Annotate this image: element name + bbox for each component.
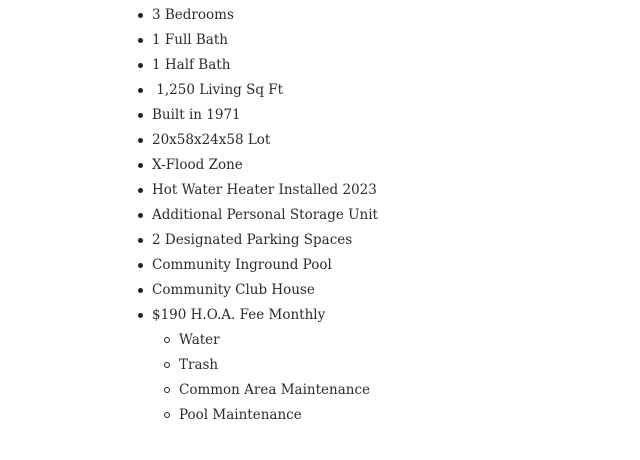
feature-label: Built in 1971 bbox=[152, 107, 241, 123]
feature-item-club-house bbox=[0, 278, 378, 303]
hoa-include-label: Trash bbox=[179, 357, 219, 373]
feature-item-hoa-fee bbox=[0, 303, 378, 328]
bullet-icon bbox=[138, 138, 143, 143]
bullet-icon bbox=[138, 188, 143, 193]
hoa-include-item-trash bbox=[0, 353, 378, 378]
bullet-icon bbox=[138, 113, 143, 118]
hollow-bullet-icon bbox=[164, 337, 170, 343]
feature-item-parking bbox=[0, 228, 378, 253]
feature-item-half-bath bbox=[0, 53, 378, 78]
feature-label: 2 Designated Parking Spaces bbox=[152, 232, 353, 248]
feature-label: Additional Personal Storage Unit bbox=[152, 207, 378, 223]
feature-label: 20x58x24x58 Lot bbox=[152, 132, 271, 148]
bullet-icon bbox=[138, 263, 143, 268]
feature-item-full-bath bbox=[0, 28, 378, 53]
hoa-include-label: Pool Maintenance bbox=[179, 407, 302, 423]
bullet-icon bbox=[138, 88, 143, 93]
feature-label: Community Club House bbox=[152, 282, 315, 298]
bullet-icon bbox=[138, 63, 143, 68]
hoa-include-item-common-area bbox=[0, 378, 378, 403]
bullet-icon bbox=[138, 313, 143, 318]
bullet-icon bbox=[138, 213, 143, 218]
feature-label: 1 Half Bath bbox=[152, 57, 231, 73]
property-features-list bbox=[0, 3, 378, 428]
bullet-icon bbox=[138, 238, 143, 243]
bullet-icon bbox=[138, 288, 143, 293]
feature-label: 3 Bedrooms bbox=[152, 7, 234, 23]
hollow-bullet-icon bbox=[164, 412, 170, 418]
feature-item-living-sq-ft bbox=[0, 78, 378, 103]
feature-label: Hot Water Heater Installed 2023 bbox=[152, 182, 377, 198]
feature-item-pool bbox=[0, 253, 378, 278]
bullet-icon bbox=[138, 13, 143, 18]
hoa-include-item-pool-maintenance bbox=[0, 403, 378, 428]
feature-item-year-built bbox=[0, 103, 378, 128]
hoa-include-label: Water bbox=[179, 332, 220, 348]
feature-label: 1,250 Living Sq Ft bbox=[152, 82, 284, 98]
hoa-include-label: Common Area Maintenance bbox=[179, 382, 370, 398]
feature-item-lot-size bbox=[0, 128, 378, 153]
bullet-icon bbox=[138, 38, 143, 43]
feature-item-storage-unit bbox=[0, 203, 378, 228]
feature-label: 1 Full Bath bbox=[152, 32, 228, 48]
feature-label: X-Flood Zone bbox=[152, 157, 243, 173]
bullet-icon bbox=[138, 163, 143, 168]
feature-item-water-heater bbox=[0, 178, 378, 203]
feature-item-flood-zone bbox=[0, 153, 378, 178]
feature-label: Community Inground Pool bbox=[152, 257, 332, 273]
hollow-bullet-icon bbox=[164, 387, 170, 393]
hollow-bullet-icon bbox=[164, 362, 170, 368]
hoa-include-item-water bbox=[0, 328, 378, 353]
feature-item-bedrooms bbox=[0, 3, 378, 28]
feature-label: $190 H.O.A. Fee Monthly bbox=[152, 307, 326, 323]
